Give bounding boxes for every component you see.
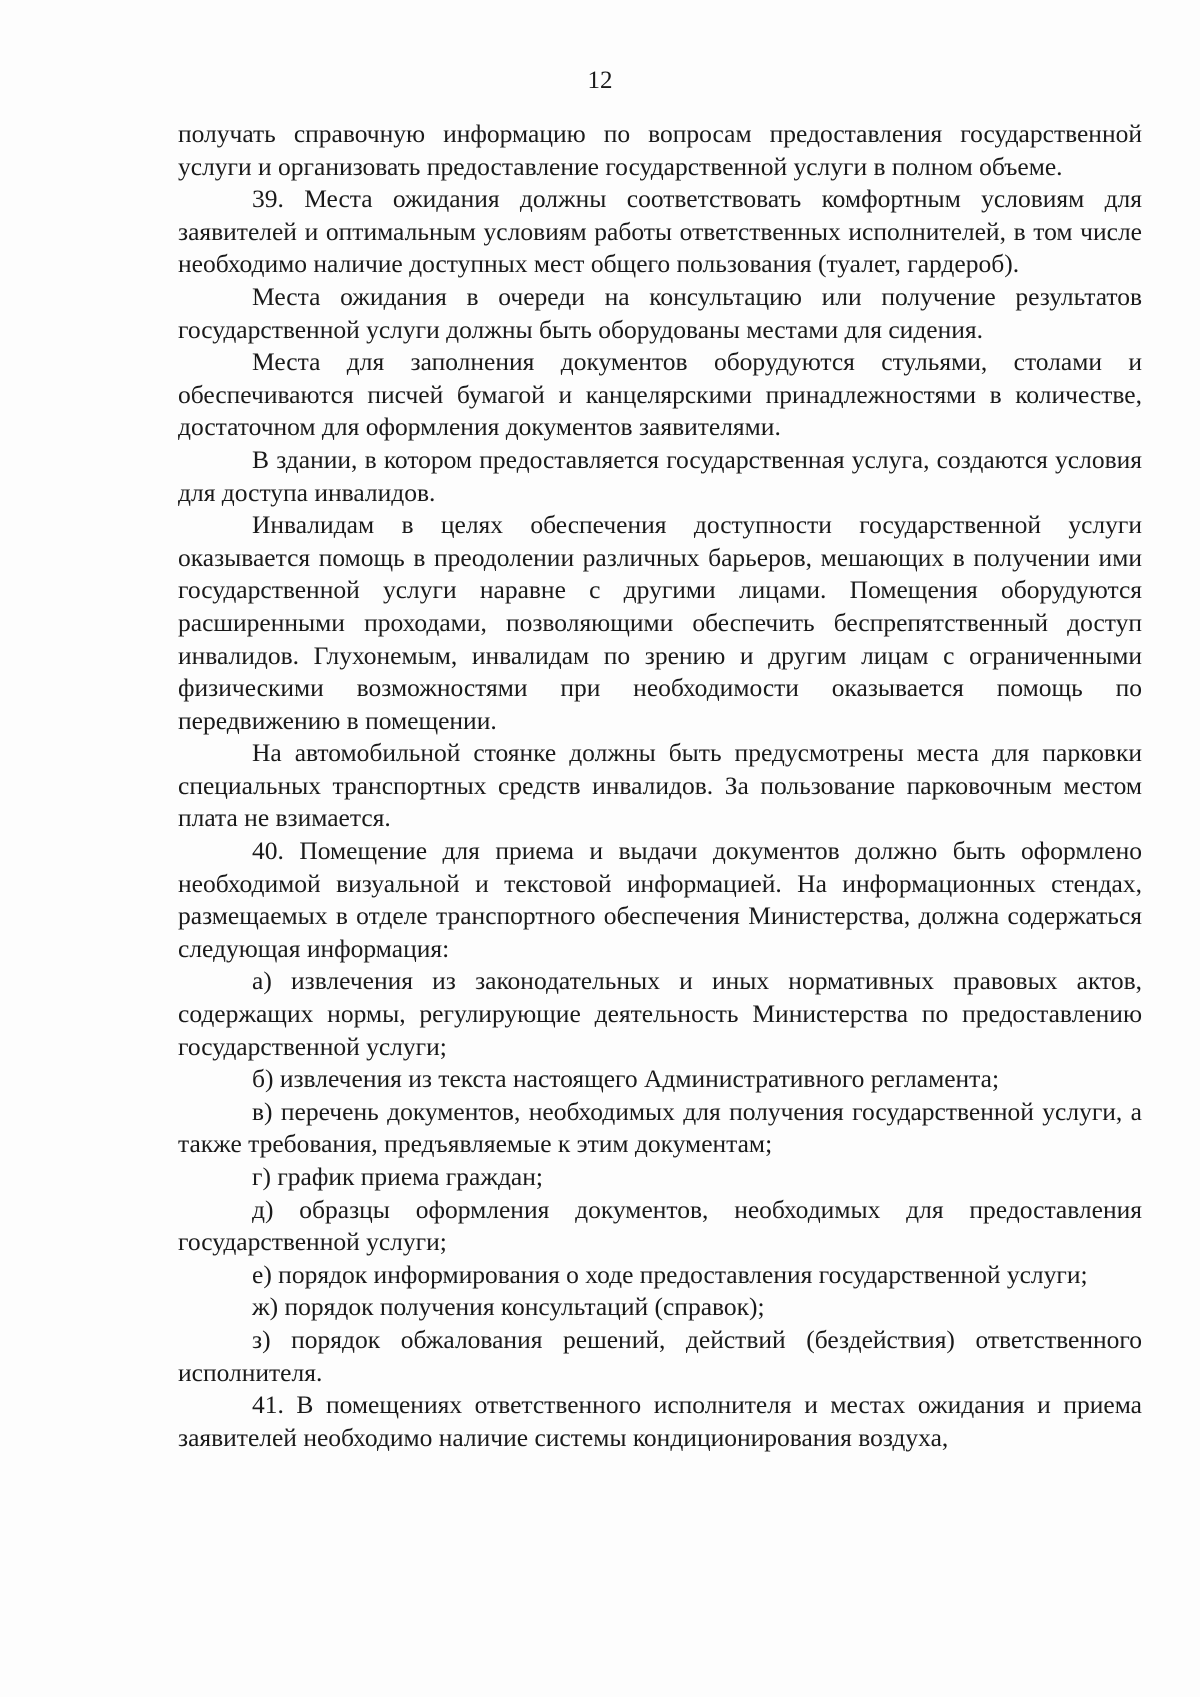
list-item: в) перечень документов, необходимых для получения государственной услуги, а также требования, предъявляемые к этим документам; bbox=[178, 1096, 1142, 1159]
list-item: ж) порядок получения консультаций (справок); bbox=[252, 1292, 765, 1322]
paragraph: 41. В помещениях ответственного исполнителя и местах ожидания и приема заявителей необходимо наличие системы кондиционирования воздуха, bbox=[178, 1390, 1142, 1452]
list-item: а) извлечения из законодательных и иных нормативных правовых актов, содержащих нормы, регулирующие деятельность Министерства по предоставлению государственной услуги; bbox=[178, 966, 1142, 1061]
list-item: б) извлечения из текста настоящего Административного регламента; bbox=[252, 1064, 1000, 1094]
paragraph: получать справочную информацию по вопросам предоставления государственной услуги и организовать предоставление государственной услуги в полном объеме. bbox=[178, 119, 1142, 181]
paragraph: 39. Места ожидания должны соответствовать комфортным условиям для заявителей и оптимальным условиям работы ответственных исполнителей, в том числе необходимо наличие доступных мест общего пользования (туалет, гардероб). bbox=[178, 184, 1142, 279]
list-item: г) график приема граждан; bbox=[252, 1162, 543, 1191]
paragraph: Места ожидания в очереди на консультацию или получение результатов государственной услуги должны быть оборудованы местами для сидения. bbox=[178, 281, 1142, 344]
document-body bbox=[178, 118, 1142, 1454]
paragraph: Инвалидам в целях обеспечения доступности государственной услуги оказывается помощь в преодолении различных барьеров, мешающих в получении ими государственной услуги наравне с другими лицами. Помещения оборудуются расширенными проходами, позволяющими обеспечить беспрепятственный доступ инвалидов. Глухонемым, инвалидам по зрению и другим лицам с ограниченными физическими возможностями при необходимости оказывается помощь по передвижению в помещении. bbox=[178, 510, 1142, 735]
paragraph: 40. Помещение для приема и выдачи документов должно быть оформлено необходимой визуальной и текстовой информацией. На информационных стендах, размещаемых в отделе транспортного обеспечения Министерства, должна содержаться следующая информация: bbox=[178, 836, 1142, 963]
paragraph: В здании, в котором предоставляется государственная услуга, создаются условия для доступа инвалидов. bbox=[178, 444, 1142, 507]
paragraph: На автомобильной стоянке должны быть предусмотрены места для парковки специальных транспортных средств инвалидов. За пользование парковочным местом плата не взимается. bbox=[178, 738, 1142, 833]
paragraph: Места для заполнения документов оборудуются стульями, столами и обеспечиваются писчей бумагой и канцелярскими принадлежностями в количестве, достаточном для оформления документов заявителями. bbox=[178, 347, 1142, 442]
page-number: 12 bbox=[587, 67, 613, 94]
list-item: з) порядок обжалования решений, действий (бездействия) ответственного исполнителя. bbox=[178, 1324, 1142, 1387]
list-item: е) порядок информирования о ходе предоставления государственной услуги; bbox=[252, 1259, 1088, 1289]
list-item: д) образцы оформления документов, необходимых для предоставления государственной услуги; bbox=[178, 1194, 1142, 1257]
